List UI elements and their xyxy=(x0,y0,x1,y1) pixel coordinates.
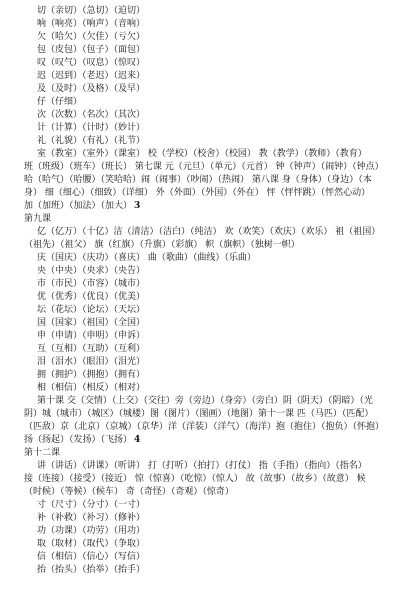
vocab-line: 仔（仔细） xyxy=(37,97,83,107)
vocab-paragraph-line xyxy=(24,434,140,447)
vocab-paragraph-line: 接（连接）（接受）（接近） 惊（惊喜）（吃惊）（惊人） 故（故事）（故乡）（故意） 候 xyxy=(24,474,366,484)
vocab-line: 抬（抬头）（抬举）（抬手） xyxy=(37,565,146,575)
vocab-line: 庆（国庆）（庆功）（喜庆） 曲（歌曲）（曲线）（乐曲） xyxy=(37,253,256,263)
vocab-text: 扬（扬起）（发扬）（飞扬） xyxy=(24,435,133,445)
vocab-line: 寸（尺寸）（分寸）（一寸） xyxy=(37,500,146,510)
vocab-line: 坛（花坛）（论坛）（天坛） xyxy=(37,305,146,315)
vocab-line: 响（响亮）（响声）（音响） xyxy=(37,19,146,29)
vocab-line: 优（优秀）（优良）（优美） xyxy=(37,292,146,302)
vocab-line: 市（市民）（市容）（城市） xyxy=(37,279,146,289)
vocab-line: 欠（哈欠）（欠佳）（亏欠） xyxy=(37,32,146,42)
vocab-line: 功（功课）（功劳）（用功） xyxy=(37,526,146,536)
vocab-line: 补（补救）（补习）（修补） xyxy=(37,513,146,523)
vocab-line: 相（相信）（相反）（相对） xyxy=(37,383,146,393)
vocab-paragraph-line: 室（教室）（室外）（课室） 校（学校）（校舍）（校园） 教（教学）（教师）（教育） xyxy=(37,149,367,159)
vocab-line: 央（中央）（央求）（央告） xyxy=(37,266,146,276)
vocab-line: 信（相信）（信心）（写信） xyxy=(37,552,146,562)
vocab-line: 礼（礼貌）（有礼）（礼节） xyxy=(37,136,146,146)
vocab-paragraph-line: 阴）城（城市）（城区）（城楼）图（图片）（图画）（地图）第十一课 匹（马匹）（匹配） xyxy=(24,409,374,419)
vocab-line: 迟（迟到）（老迟）（迟来） xyxy=(37,71,146,81)
lesson-title: 第十二课 xyxy=(24,448,61,458)
vocab-paragraph-line: 班（班级）（班车）（班长） 第七课 元（元旦）（单元）（元首） 钟（钟声）（闹钟）（钟点） xyxy=(24,162,384,172)
vocab-line: 国（国家）（祖国）（全国） xyxy=(37,318,146,328)
vocab-paragraph-line: （匹敌）京（北京）（京城）（京华）洋（洋装）（洋气）（海洋）抱（抱住）（抱负）（怀抱） xyxy=(24,422,385,432)
vocab-paragraph-line: （时候）（等候）（候车） 奇（奇怪）（奇观）（惊奇） xyxy=(24,487,234,497)
vocab-paragraph-line: 亿（亿万）（十亿）洁（清洁）（洁白）（纯洁） 欢（欢笑）（欢庆）（欢乐） 祖（祖国） xyxy=(37,227,381,237)
page-number: 3 xyxy=(134,201,141,211)
vocab-line: 计（计算）（计时）（妙计） xyxy=(37,123,146,133)
page-number: 4 xyxy=(134,435,141,445)
vocab-line: 切（亲切）（急切）（迫切） xyxy=(37,6,146,16)
vocab-line: 次（次数）（名次）（其次） xyxy=(37,110,146,120)
vocab-paragraph-line: 身） 细（细心）（细致）（详细） 外（外面）（外国）（外在） 怦（怦怦跳）（怦然心动） xyxy=(24,188,371,198)
vocab-line: 申（申请）（申明）（申诉） xyxy=(37,331,146,341)
vocab-line: 泪（泪水）（眼泪）（泪光） xyxy=(37,357,146,367)
vocab-paragraph-line xyxy=(24,200,140,213)
lesson-title: 第九课 xyxy=(24,214,52,224)
vocab-line: 包（皮包）（包子）（面包） xyxy=(37,45,146,55)
vocab-paragraph-line: （祖先）（祖父） 旗（红旗）（升旗）（彩旗） 帜（旗帜）（独树一帜） xyxy=(24,240,300,250)
vocab-line: 及（及时）（及格）（及早） xyxy=(37,84,146,94)
vocab-paragraph-line: 哈（哈气）（哈腰）（笑哈哈）闹（闹事）（吵闹）（热闹） 第八课 身（身体）（身边）（本 xyxy=(24,175,372,185)
vocab-line: 拥（拥护）（拥抱）（拥有） xyxy=(37,370,146,380)
vocab-line: 取（取材）（取代）（争取） xyxy=(37,539,146,549)
vocab-paragraph-line: 第十课 交（交情）（上交）（交往）旁（旁边）（身旁）（旁白）阴（阴天）（阴暗）（光 xyxy=(37,396,373,406)
vocab-paragraph-line: 讲（讲话）（讲课）（听讲） 打（打听）（拍打）（打仗） 指（手指）（指向）（指名） xyxy=(37,461,367,471)
vocab-text: 加（加班）（加法）（加大） xyxy=(24,201,133,211)
vocab-line: 叹（叹气）（叹息）（惊叹） xyxy=(37,58,146,68)
vocab-line: 互（互相）（互助）（互利） xyxy=(37,344,146,354)
